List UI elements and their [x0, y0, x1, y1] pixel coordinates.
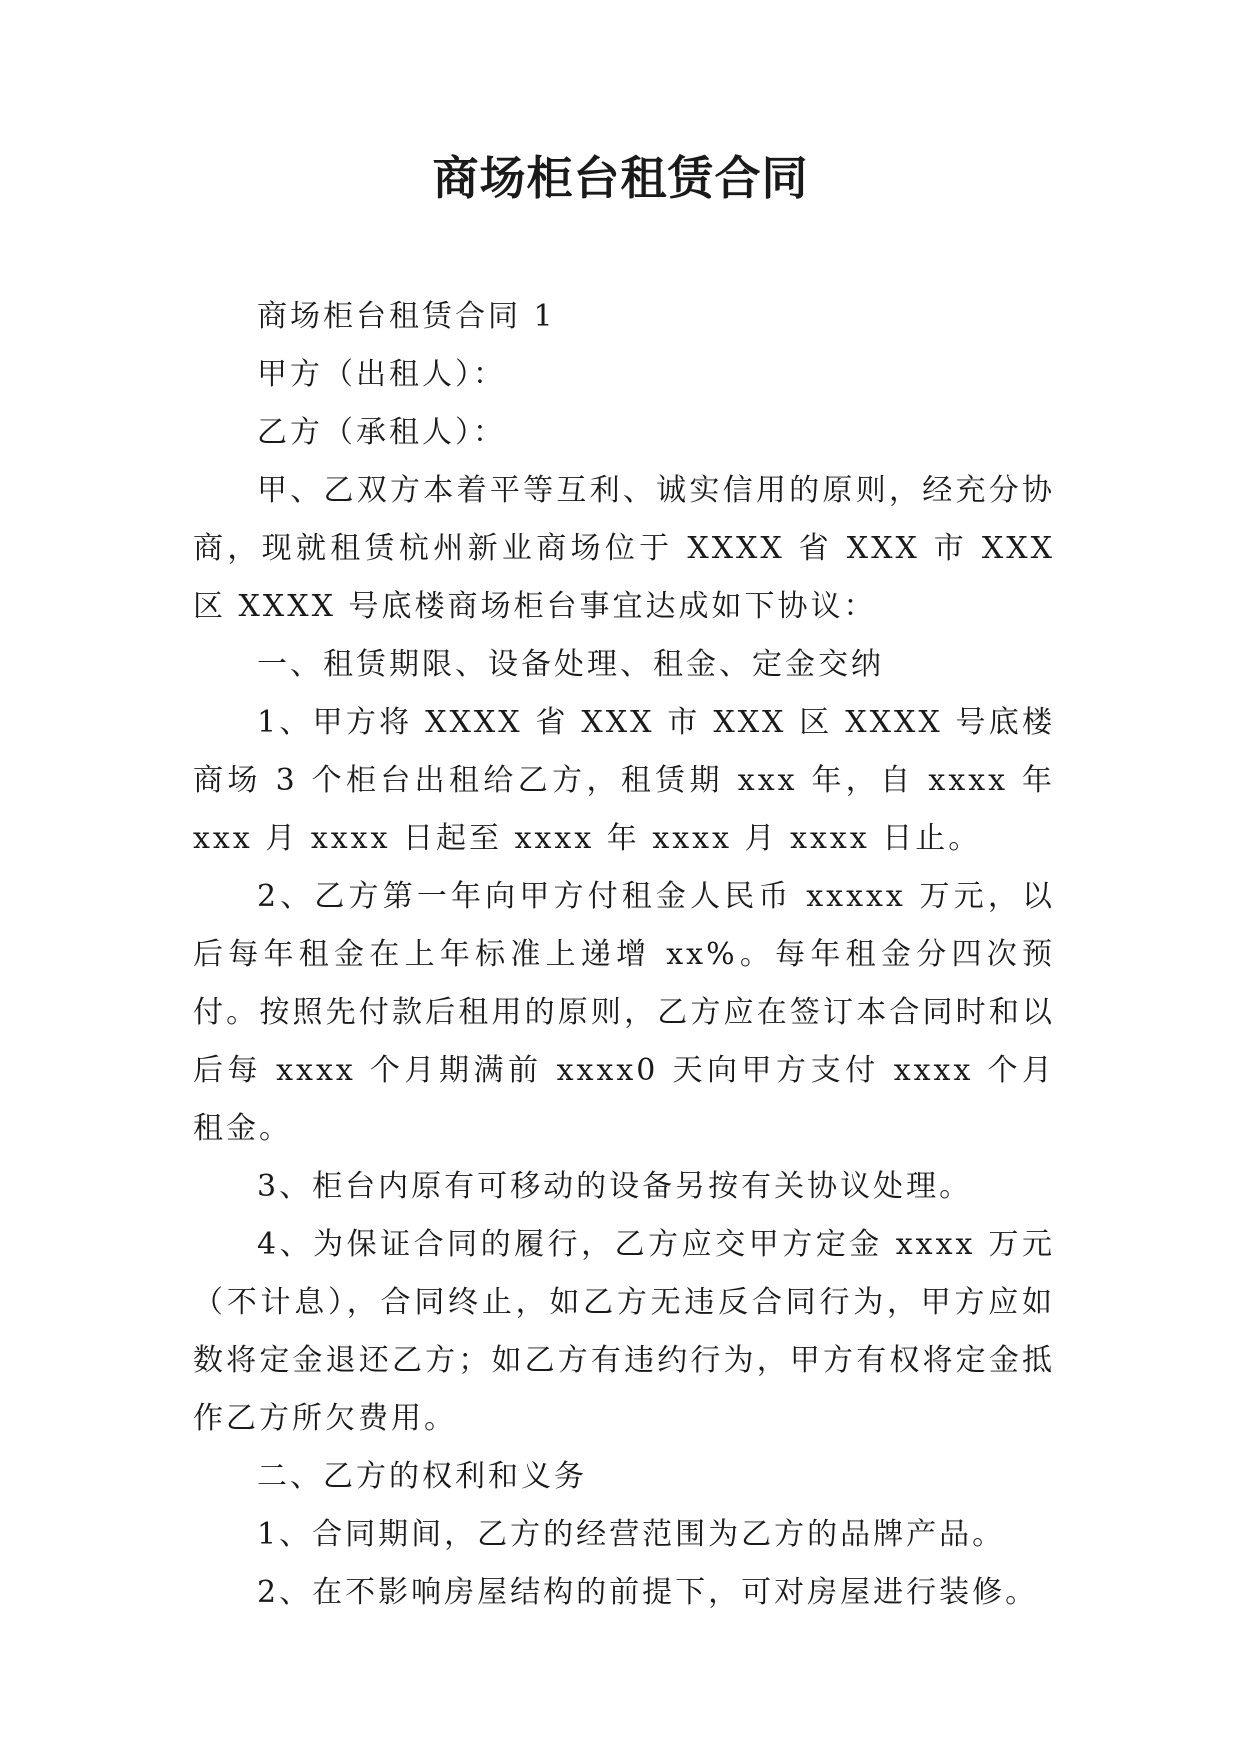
paragraph-preamble: 甲、乙双方本着平等互利、诚实信用的原则，经充分协商，现就租赁杭州新业商场位于 XXXX 省 XXX 市 XXX 区 XXXX 号底楼商场柜台事宜达成如下协议：: [193, 473, 1055, 624]
document-body: [193, 288, 1055, 1622]
section-heading-lease-terms: 一、租赁期限、设备处理、租金、定金交纳: [257, 647, 884, 682]
clause-1-4: 4、为保证合同的履行，乙方应交甲方定金 xxxx 万元（不计息），合同终止，如乙方无违反合同行为，甲方应如数将定金退还乙方；如乙方有违约行为，甲方有权将定金抵作乙方所欠费用。: [193, 1227, 1055, 1436]
paragraph-party-a: 甲方（出租人）：: [257, 357, 506, 392]
clause-1-2: 2、乙方第一年向甲方付租金人民币 xxxxx 万元，以后每年租金在上年标准上递增 xx%。每年租金分四次预付。按照先付款后租用的原则，乙方应在签订本合同时和以后每 xxxx 个月期满前 xxxx0 天向甲方支付 xxxx 个月租金。: [193, 879, 1055, 1146]
clause-2-1: 1、合同期间，乙方的经营范围为乙方的品牌产品。: [257, 1517, 1006, 1552]
document-title: 商场柜台租赁合同: [432, 151, 809, 205]
clause-1-1: 1、甲方将 XXXX 省 XXX 市 XXX 区 XXXX 号底楼商场 3 个柜台出租给乙方，租赁期 xxx 年，自 xxxx 年 xxx 月 xxxx 日起至 xxxx 年 xxxx 月 xxxx 日止。: [193, 705, 1055, 856]
paragraph-party-b: 乙方（承租人）：: [257, 415, 506, 450]
paragraph-contract-heading: 商场柜台租赁合同 1: [257, 299, 556, 334]
section-heading-rights-obligations: 二、乙方的权利和义务: [257, 1459, 587, 1494]
clause-1-3: 3、柜台内原有可移动的设备另按有关协议处理。: [257, 1169, 973, 1204]
clause-2-2: 2、在不影响房屋结构的前提下，可对房屋进行装修。: [257, 1575, 1039, 1610]
